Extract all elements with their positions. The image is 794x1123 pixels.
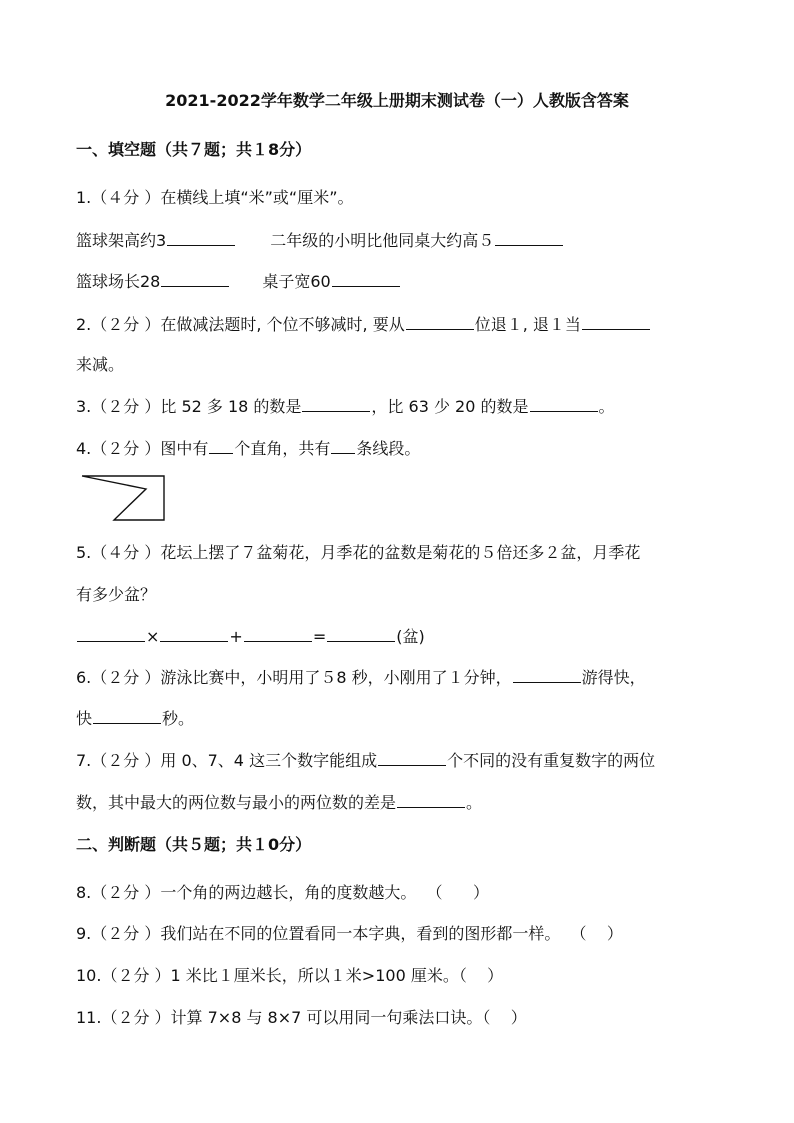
q1-c-text: 篮球场长28 bbox=[76, 272, 161, 291]
q8-line: 8.（２分 ）一个角的两边越长，角的度数越大。 （ ） bbox=[76, 883, 490, 902]
q5-plus: + bbox=[229, 627, 243, 646]
q2-blank-1[interactable] bbox=[406, 328, 474, 330]
q6-text-4: 秒。 bbox=[162, 709, 195, 728]
q7-text-3: 数，其中最大的两位数与最小的两位数的差是 bbox=[76, 793, 397, 812]
q1-d-blank[interactable] bbox=[332, 285, 400, 287]
q3-text-1: 3.（２分 ）比 52 多 18 的数是 bbox=[76, 397, 302, 416]
q2-line2: 来减。 bbox=[76, 355, 125, 374]
q1-b-blank[interactable] bbox=[495, 244, 563, 246]
q3-blank-1[interactable] bbox=[302, 410, 370, 412]
q6-text-3: 快 bbox=[76, 709, 93, 728]
q7-text-4: 。 bbox=[466, 793, 483, 812]
q4-figure bbox=[80, 474, 170, 524]
q1-c-blank[interactable] bbox=[161, 285, 229, 287]
q6-text-2: 游得快， bbox=[581, 668, 646, 687]
q5-equals: = bbox=[312, 627, 327, 646]
q3-line bbox=[76, 394, 615, 417]
q5-blank-3[interactable] bbox=[244, 640, 312, 642]
q5-blank-1[interactable] bbox=[77, 640, 145, 642]
q6-text-1: 6.（２分 ）游泳比赛中，小明用了５8 秒，小刚用了１分钟， bbox=[76, 668, 512, 687]
q1-stem: 1.（４分 ）在横线上填“米”或“厘米”。 bbox=[76, 188, 354, 207]
q7-line1 bbox=[76, 748, 655, 771]
section-heading-fill-in: 一、填空题（共７题；共１8分） bbox=[76, 140, 312, 159]
q2-line1 bbox=[76, 312, 651, 335]
q7-text-2: 个不同的没有重复数字的两位 bbox=[447, 751, 656, 770]
q7-blank-1[interactable] bbox=[378, 764, 446, 766]
section-heading-true-false: 二、判断题（共５题；共１0分） bbox=[76, 835, 312, 854]
q4-text-1: 4.（２分 ）图中有 bbox=[76, 439, 209, 458]
q6-blank-2[interactable] bbox=[93, 722, 161, 724]
q1-row1 bbox=[76, 228, 564, 251]
q3-text-2: ，比 63 少 20 的数是 bbox=[371, 397, 529, 416]
q7-text-1: 7.（２分 ）用 0、7、4 这三个数字能组成 bbox=[76, 751, 378, 770]
q1-a-text: 篮球架高约3 bbox=[76, 231, 167, 250]
q7-blank-2[interactable] bbox=[397, 806, 465, 808]
q2-text-1: 2.（２分 ）在做减法题时, 个位不够减时, 要从 bbox=[76, 315, 405, 334]
q5-line2: 有多少盆？ bbox=[76, 585, 157, 604]
q2-text-2: 位退１, 退１当 bbox=[474, 315, 581, 334]
q11-line: 11.（２分 ）计算 7×8 与 8×7 可以用同一句乘法口诀。（ ） bbox=[76, 1008, 527, 1027]
q5-unit: (盆) bbox=[396, 627, 425, 646]
q4-blank-1[interactable] bbox=[209, 452, 233, 454]
q9-line: 9.（２分 ）我们站在不同的位置看同一本字典，看到的图形都一样。 （ ） bbox=[76, 924, 623, 943]
q5-blank-4[interactable] bbox=[327, 640, 395, 642]
q1-b-text: 二年级的小明比他同桌大约高５ bbox=[270, 231, 495, 250]
q10-line: 10.（２分 ）1 米比１厘米长，所以１米>100 厘米。（ ） bbox=[76, 966, 504, 985]
q4-text-3: 条线段。 bbox=[356, 439, 421, 458]
q1-row2 bbox=[76, 269, 401, 292]
q3-blank-2[interactable] bbox=[530, 410, 598, 412]
q5-line1: 5.（４分 ）花坛上摆了７盆菊花，月季花的盆数是菊花的５倍还多２盆，月季花 bbox=[76, 543, 641, 562]
page-title: 2021-2022学年数学二年级上册期末测试卷（一）人教版含答案 bbox=[165, 91, 629, 110]
q3-text-3: 。 bbox=[598, 397, 615, 416]
q1-a-blank[interactable] bbox=[167, 244, 235, 246]
q5-formula bbox=[76, 624, 425, 647]
q2-blank-2[interactable] bbox=[582, 328, 650, 330]
q4-line bbox=[76, 436, 420, 459]
q6-blank-1[interactable] bbox=[513, 681, 581, 683]
q4-text-2: 个直角，共有 bbox=[234, 439, 331, 458]
q4-figure-shape bbox=[82, 476, 164, 520]
q7-line2 bbox=[76, 790, 482, 813]
q6-line1 bbox=[76, 665, 646, 688]
q6-line2 bbox=[76, 706, 194, 729]
q4-blank-2[interactable] bbox=[331, 452, 355, 454]
q5-times: × bbox=[146, 627, 160, 646]
q1-d-text: 桌子宽60 bbox=[262, 272, 331, 291]
q5-blank-2[interactable] bbox=[160, 640, 228, 642]
